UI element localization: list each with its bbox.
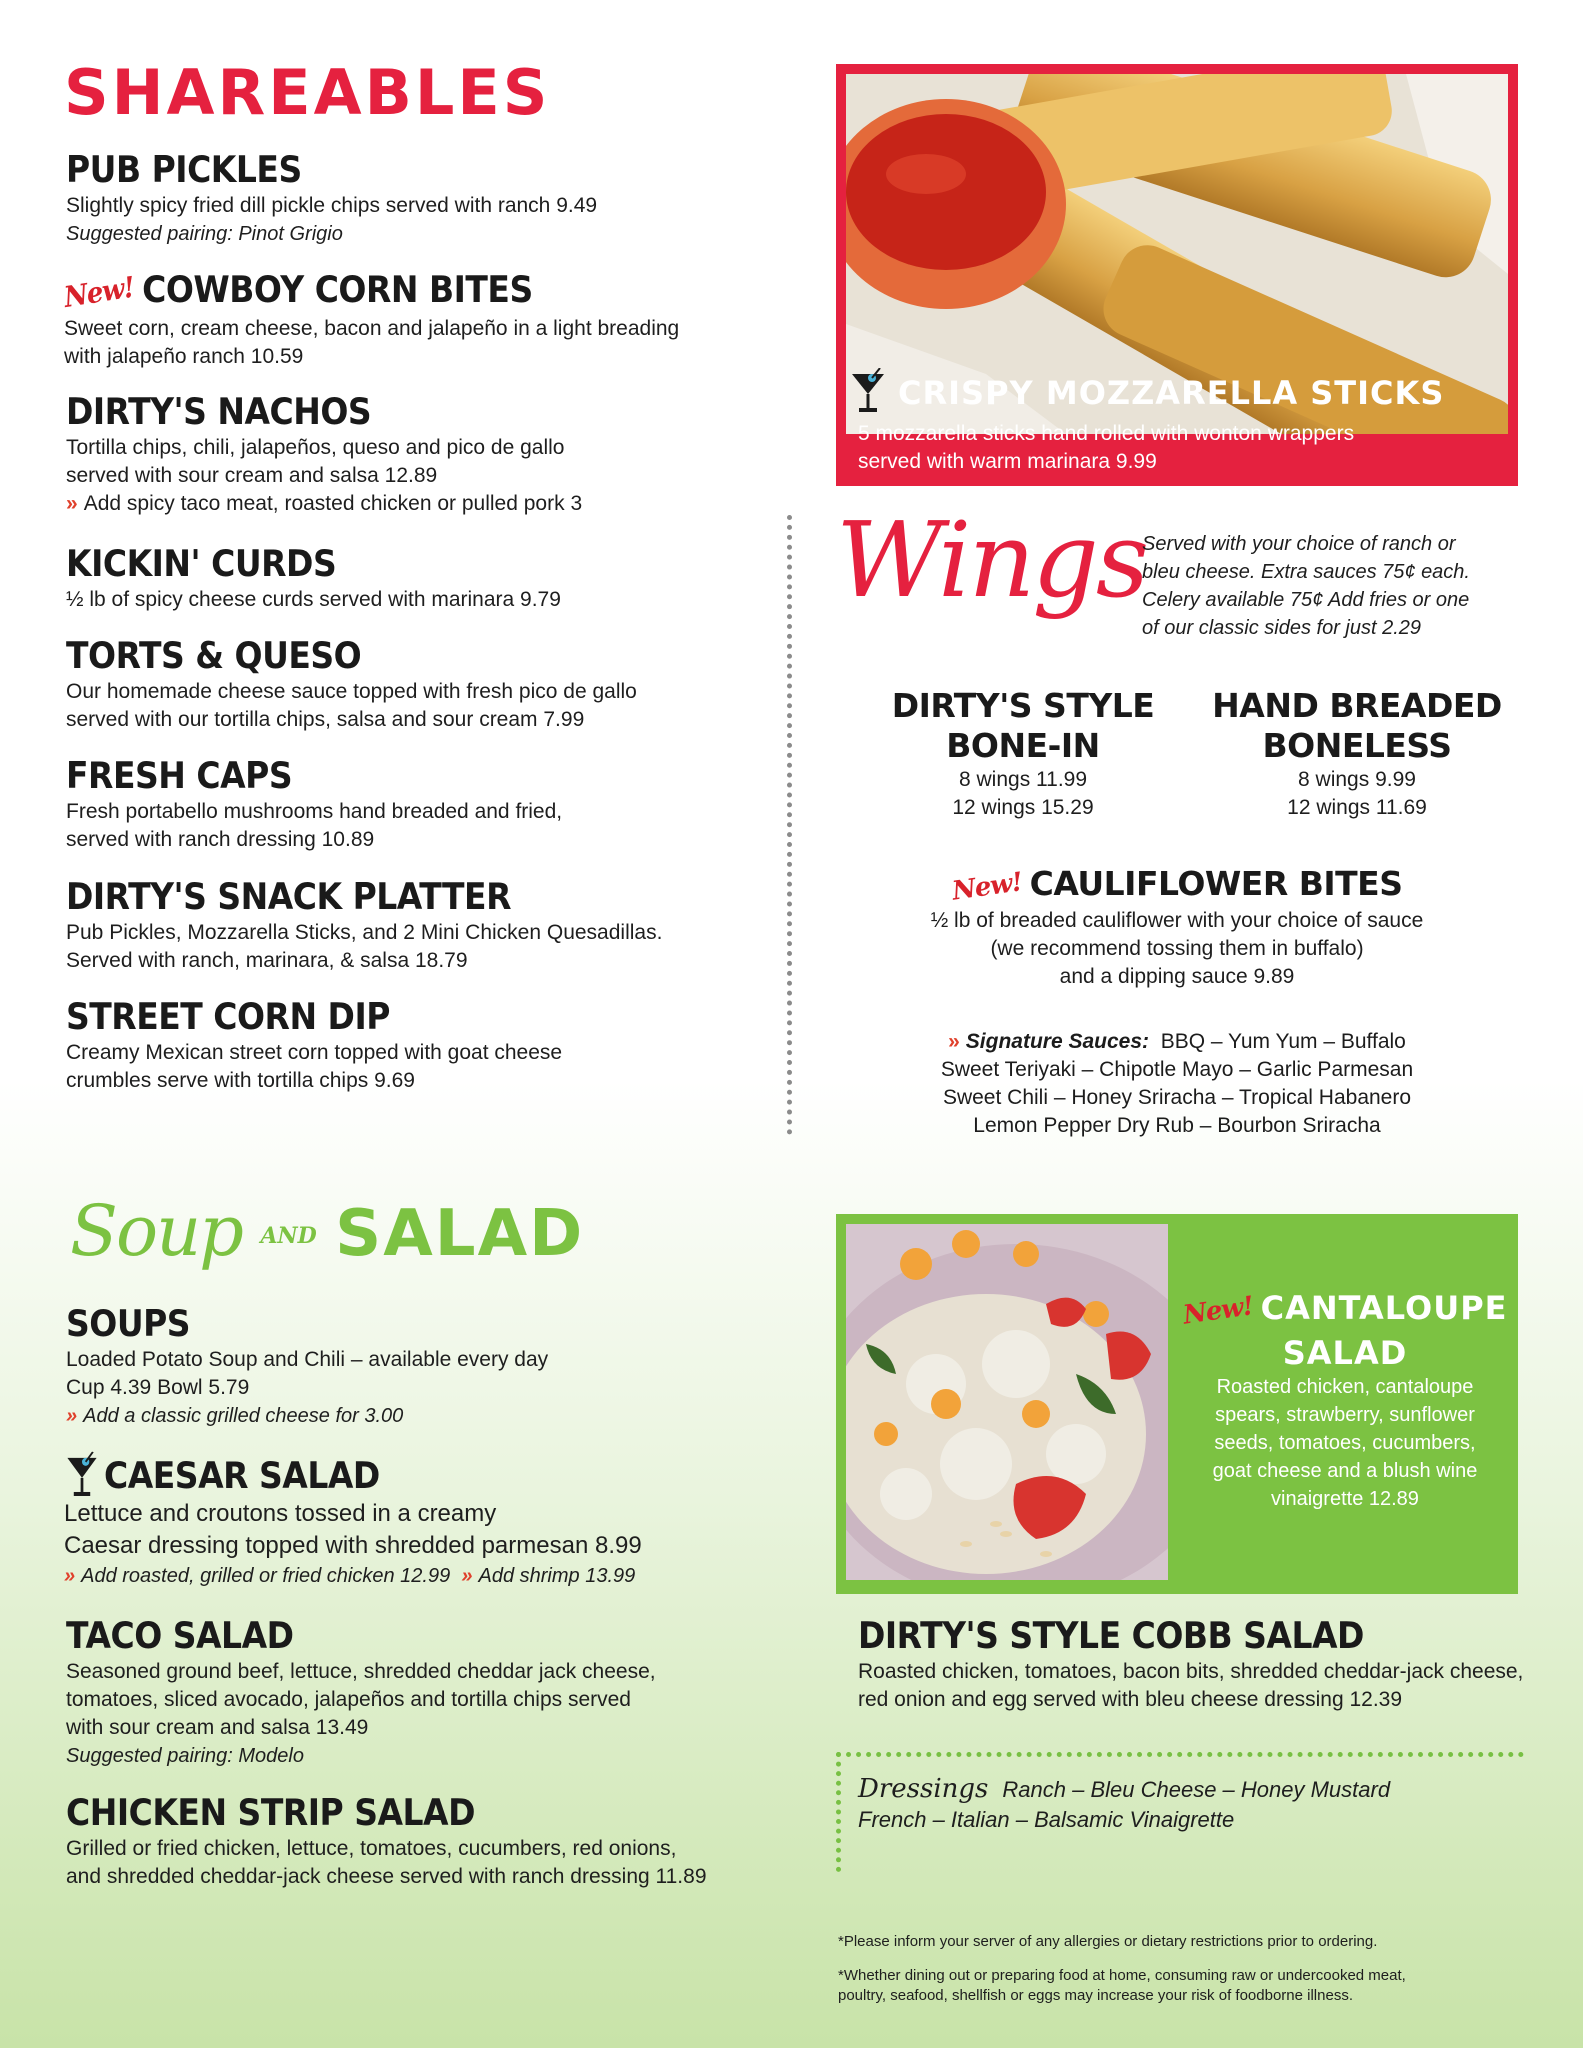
menu-item-soups (66, 1302, 549, 1430)
cantaloupe-salad-photo (846, 1224, 1168, 1580)
chevron-icon: » (66, 1405, 78, 1427)
item-desc: Roasted chicken, tomatoes, bacon bits, shredded cheddar-jack cheese, (858, 1660, 1524, 1683)
item-name: CHICKEN STRIP SALAD (66, 1791, 475, 1834)
item-addon: » Add a classic grilled cheese for 3.00 (66, 1405, 404, 1427)
menu-item-cobb-salad (858, 1614, 1524, 1714)
menu-item-kickin-curds (66, 542, 561, 614)
title-script: Soup (70, 1190, 242, 1272)
item-price: 8 wings 9.99 (1298, 768, 1416, 791)
item-pairing: Suggested pairing: Modelo (66, 1745, 304, 1767)
item-desc: Pub Pickles, Mozzarella Sticks, and 2 Mini Chicken Quesadillas. (66, 921, 663, 944)
menu-item-pub-pickles (66, 148, 598, 248)
title-and: AND (260, 1223, 317, 1249)
item-pairing: Suggested pairing: Pinot Grigio (66, 223, 343, 245)
chevron-icon: » (64, 1565, 76, 1587)
menu-item-caesar-salad (64, 1456, 642, 1590)
menu-item-snack-platter (66, 875, 663, 975)
item-desc: Grilled or fried chicken, lettuce, tomatoes, cucumbers, red onions, (66, 1837, 677, 1860)
mozzarella-desc: 5 mozzarella sticks hand rolled with wonton wrappers served with warm marinara 9.99 (858, 422, 1355, 473)
item-desc: with sour cream and salsa 13.49 (66, 1716, 369, 1739)
item-desc: Lettuce and croutons tossed in a creamy (64, 1500, 497, 1527)
item-desc: Creamy Mexican street corn topped with goat cheese (66, 1041, 563, 1064)
item-name: TACO SALAD (66, 1614, 294, 1657)
item-desc: Tortilla chips, chili, jalapeños, queso and pico de gallo (66, 436, 565, 459)
item-desc: Caesar dressing topped with shredded parmesan 8.99 (64, 1532, 642, 1559)
item-desc: served with sour cream and salsa 12.89 (66, 464, 438, 487)
item-desc: Loaded Potato Soup and Chili – available every day (66, 1348, 549, 1371)
dressings: Dressings Ranch – Bleu Cheese – Honey Mustard French – Italian – Balsamic Vinaigrette (858, 1774, 1391, 1832)
item-name: STREET CORN DIP (66, 995, 390, 1038)
soup-salad-title (70, 1190, 584, 1300)
item-desc: served with our tortilla chips, salsa and sour cream 7.99 (66, 708, 585, 731)
item-desc: ½ lb of spicy cheese curds served with marinara 9.79 (66, 588, 561, 611)
item-price: 12 wings 11.69 (1287, 796, 1427, 819)
item-desc: Served with ranch, marinara, & salsa 18.79 (66, 949, 468, 972)
item-name: PUB PICKLES (66, 148, 302, 191)
item-desc: and a dipping sauce 9.89 (1059, 965, 1295, 988)
menu-item-cauliflower-bites (836, 864, 1518, 991)
chevron-icon: » (948, 1030, 960, 1053)
item-price: 8 wings 11.99 (958, 768, 1088, 791)
menu-item-taco-salad (66, 1614, 656, 1770)
signature-sauces: » Signature Sauces: BBQ – Yum Yum – Buffalo Sweet Teriyaki – Chipotle Mayo – Garlic Parmesan Sweet Chili – Honey Sriracha – Tropical Habanero Lemon Pepper Dry Rub – Bourbon Sriracha (940, 1030, 1414, 1137)
item-name: TORTS & QUESO (66, 634, 362, 677)
chevron-icon: » (461, 1565, 473, 1587)
item-addon: » Add spicy taco meat, roasted chicken or pulled pork 3 (66, 492, 583, 515)
item-desc: Cup 4.39 Bowl 5.79 (66, 1376, 250, 1399)
item-desc: crumbles serve with tortilla chips 9.69 (66, 1069, 415, 1092)
item-desc: served with ranch dressing 10.89 (66, 828, 375, 851)
martini-icon (64, 1452, 100, 1498)
item-name: FRESH CAPS (66, 754, 293, 797)
item-name: New! CAULIFLOWER BITES (836, 864, 1518, 907)
menu-item-boneless-wings (1192, 686, 1522, 822)
item-desc: Our homemade cheese sauce topped with fresh pico de gallo (66, 680, 637, 703)
item-name: KICKIN' CURDS (66, 542, 337, 585)
wings-title: Wings (836, 499, 1147, 621)
cantaloupe-name-2: SALAD (1282, 1334, 1408, 1372)
item-desc: ½ lb of breaded cauliflower with your choice of sauce (930, 909, 1424, 932)
foodborne-note: *Whether dining out or preparing food at home, consuming raw or undercooked meat, (838, 1967, 1406, 1984)
cantaloupe-text: New! CANTALOUPE SALAD Roasted chicken, cantaloupe spears, strawberry, sunflower seeds, tomatoes, cucumbers, goat cheese and a blush wine vinaigrette 12.89 (1172, 1286, 1518, 1513)
shareables-title: SHAREABLES (64, 56, 551, 129)
item-name: New! COWBOY CORN BITES (64, 268, 679, 315)
title-bold: SALAD (335, 1197, 585, 1271)
cantaloupe-feature-box (836, 1214, 1518, 1594)
item-desc: Fresh portabello mushrooms hand breaded and fried, (66, 800, 563, 823)
new-badge: New! (62, 271, 136, 315)
foodborne-note-2: poultry, seafood, shellfish or eggs may increase your risk of foodborne illness. (838, 1987, 1353, 2004)
item-desc: and shredded cheddar-jack cheese served with ranch dressing 11.89 (66, 1865, 707, 1888)
menu-item-dirtys-nachos (66, 390, 583, 518)
item-desc: with jalapeño ranch 10.59 (64, 345, 304, 368)
item-addon: » Add roasted, grilled or fried chicken 12.99 » Add shrimp 13.99 (64, 1565, 636, 1587)
new-badge: New! (949, 867, 1024, 907)
column-divider (787, 515, 792, 1135)
item-desc: (we recommend tossing them in buffalo) (990, 937, 1364, 960)
new-badge: New! (1180, 1291, 1255, 1331)
item-desc: Slightly spicy fried dill pickle chips served with ranch 9.49 (66, 194, 598, 217)
menu-item-torts-queso (66, 634, 637, 734)
dressings-label: Dressings (858, 1774, 989, 1804)
cantaloupe-name: New! CANTALOUPE (1172, 1286, 1518, 1333)
footnotes (838, 1932, 1406, 2006)
wings-intro: Served with your choice of ranch or bleu cheese. Extra sauces 75¢ each. Celery available 75¢ Add fries or one of our classic sides for just 2.29 (1142, 533, 1470, 639)
mozzarella-name: CRISPY MOZZARELLA STICKS (898, 374, 1445, 412)
item-desc: Sweet corn, cream cheese, bacon and jalapeño in a light breading (64, 317, 680, 340)
item-desc: red onion and egg served with bleu cheese dressing 12.39 (858, 1688, 1403, 1711)
item-price: 12 wings 15.29 (952, 796, 1094, 819)
item-name: DIRTY'S STYLE COBB SALAD (858, 1614, 1364, 1657)
allergy-note: *Please inform your server of any allergies or dietary restrictions prior to ordering. (838, 1933, 1378, 1950)
item-name: BONE-IN (946, 726, 1100, 765)
item-name: DIRTY'S SNACK PLATTER (66, 875, 511, 918)
item-desc: tomatoes, sliced avocado, jalapeños and tortilla chips served (66, 1688, 631, 1711)
mozzarella-feature-box (836, 64, 1518, 486)
martini-icon (850, 368, 886, 414)
item-name: CAESAR SALAD (64, 1452, 642, 1498)
menu-item-chicken-strip-salad (66, 1791, 707, 1891)
sauces-label: Signature Sauces: (965, 1030, 1150, 1053)
item-name: BONELESS (1262, 726, 1452, 765)
item-name: DIRTY'S STYLE (891, 686, 1155, 725)
item-name: SOUPS (66, 1302, 191, 1345)
chevron-icon: » (66, 492, 78, 515)
menu-item-street-corn-dip (66, 995, 563, 1095)
item-name: DIRTY'S NACHOS (66, 390, 372, 433)
item-name: HAND BREADED (1212, 686, 1502, 725)
menu-item-cowboy-corn-bites (62, 267, 680, 371)
menu-item-bone-in-wings (858, 686, 1188, 822)
menu-item-fresh-caps (66, 754, 563, 854)
item-desc: Seasoned ground beef, lettuce, shredded cheddar jack cheese, (66, 1660, 656, 1683)
